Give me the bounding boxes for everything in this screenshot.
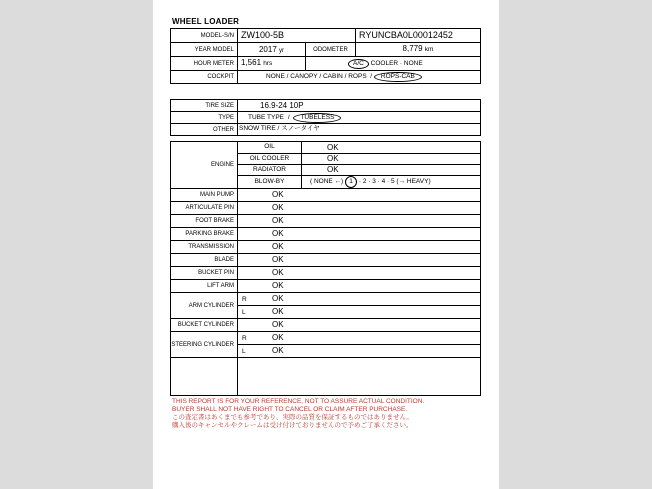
tire-other-label: OTHER [171, 124, 238, 136]
steering-cylinder-r-label: R [242, 334, 247, 342]
engine-oil-value: OK [302, 142, 481, 154]
steering-cylinder-l-label: L [242, 347, 246, 355]
hour-meter-label: HOUR METER [171, 57, 238, 71]
lift-arm-label: LIFT ARM [171, 280, 238, 293]
blowby-selected: 1 [345, 176, 357, 188]
steering-cylinder-l-cell [238, 345, 481, 358]
tire-table [170, 99, 481, 136]
odometer-unit: km [424, 46, 434, 54]
blade-label: BLADE [171, 254, 238, 267]
steering-cylinder-r-value: OK [272, 332, 284, 342]
main-pump-label: MAIN PUMP [171, 189, 238, 202]
engine-label: ENGINE [171, 142, 238, 189]
arm-cylinder-l-cell [238, 306, 481, 319]
foot-brake-label: FOOT BRAKE [171, 215, 238, 228]
steering-cylinder-label: STEERING CYLINDER [171, 332, 238, 358]
header-table [170, 28, 481, 84]
remarks-cell [238, 358, 481, 396]
engine-oil-cooler-value: OK [302, 154, 481, 165]
tire-size-value: 16.9-24 10P [238, 100, 481, 112]
transmission-value: OK [238, 241, 481, 254]
arm-cylinder-r-cell [238, 293, 481, 306]
arm-cylinder-l-value: OK [272, 306, 284, 316]
hour-meter-value: 1,561 [241, 58, 262, 68]
tire-type-cell: TUBE TYPE / TUBELESS [238, 112, 481, 124]
foot-brake-value: OK [238, 215, 481, 228]
bucket-pin-value: OK [238, 267, 481, 280]
disclaimer-line-4: 購入後のキャンセルやクレームは受け付けておりませんので予めご了承ください。 [172, 422, 413, 429]
bucket-pin-label: BUCKET PIN [171, 267, 238, 280]
articulate-pin-label: ARTICULATE PIN [171, 202, 238, 215]
hour-meter-cell [238, 57, 306, 71]
engine-oil-cooler-label: OIL COOLER [238, 154, 302, 165]
parking-brake-label: PARKING BRAKE [171, 228, 238, 241]
cockpit-cell: NONE / CANOPY / CABIN / ROPS / ROPS-CAB [238, 71, 481, 84]
year-value: 2017 [258, 44, 277, 54]
tire-type-prefix: TUBE TYPE [248, 113, 285, 121]
ac-cell [306, 57, 481, 71]
year-cell [238, 43, 306, 57]
engine-radiator-label: RADIATOR [238, 165, 302, 176]
year-label: YEAR MODEL [171, 43, 238, 57]
odometer-value: 8,779 [402, 44, 423, 54]
remarks-label-cell [171, 358, 238, 396]
engine-blowby-label: BLOW-BY [238, 176, 302, 189]
hour-meter-unit: hrs [263, 60, 273, 68]
tire-type-label: TYPE [171, 112, 238, 124]
bucket-cylinder-value: OK [238, 319, 481, 332]
disclaimer-line-1: THIS REPORT IS FOR YOUR REFERENCE, NOT TO ASSURE ACTUAL CONDITION. [172, 398, 425, 405]
disclaimer-line-2: BUYER SHALL NOT HAVE RIGHT TO CANCEL OR CLAIM AFTER PURCHASE. [172, 406, 408, 413]
lift-arm-value: OK [238, 280, 481, 293]
engine-radiator-value: OK [302, 165, 481, 176]
steering-cylinder-r-cell [238, 332, 481, 345]
ac-selected: A/C [348, 59, 369, 69]
transmission-label: TRANSMISSION [171, 241, 238, 254]
cockpit-selected: ROPS-CAB [374, 72, 422, 82]
year-unit: yr [279, 47, 285, 54]
blade-value: OK [238, 254, 481, 267]
bucket-cylinder-label: BUCKET CYLINDER [171, 319, 238, 332]
odometer-label: ODOMETER [306, 43, 356, 57]
cockpit-label: COCKPIT [171, 71, 238, 84]
disclaimer-line-3: この査定書はあくまでも参考であり、実際の品質を保証するものではありません。 [172, 414, 413, 421]
arm-cylinder-r-value: OK [272, 293, 284, 303]
blowby-rest: · 2 · 3 · 4 · 5 (→ HEAVY) [358, 178, 431, 185]
arm-cylinder-r-label: R [242, 295, 247, 303]
cockpit-options: NONE / CANOPY / CABIN / ROPS [266, 73, 367, 80]
serial-value: RYUNCBA0L00012452 [356, 29, 481, 43]
main-pump-value: OK [238, 189, 481, 202]
engine-blowby-scale [302, 176, 481, 189]
tire-size-label: TIRE SIZE [171, 100, 238, 112]
engine-oil-label: OIL [238, 142, 302, 154]
model-label: MODEL-S/N [171, 29, 238, 43]
tire-type-selected: TUBELESS [293, 113, 341, 123]
steering-cylinder-l-value: OK [272, 345, 284, 355]
inspection-table [170, 141, 481, 396]
blowby-start: ( NONE ←) [310, 178, 344, 185]
tire-other-value: SNOW TIRE / スノータイヤ [238, 124, 481, 136]
odometer-cell [356, 43, 481, 57]
parking-brake-value: OK [238, 228, 481, 241]
report-title: WHEEL LOADER [172, 17, 240, 26]
articulate-pin-value: OK [238, 202, 481, 215]
arm-cylinder-l-label: L [242, 308, 246, 316]
disclaimer [172, 398, 424, 430]
ac-rest: COOLER · NONE [370, 59, 423, 67]
model-value: ZW100-5B [238, 29, 356, 43]
arm-cylinder-label: ARM CYLINDER [171, 293, 238, 319]
